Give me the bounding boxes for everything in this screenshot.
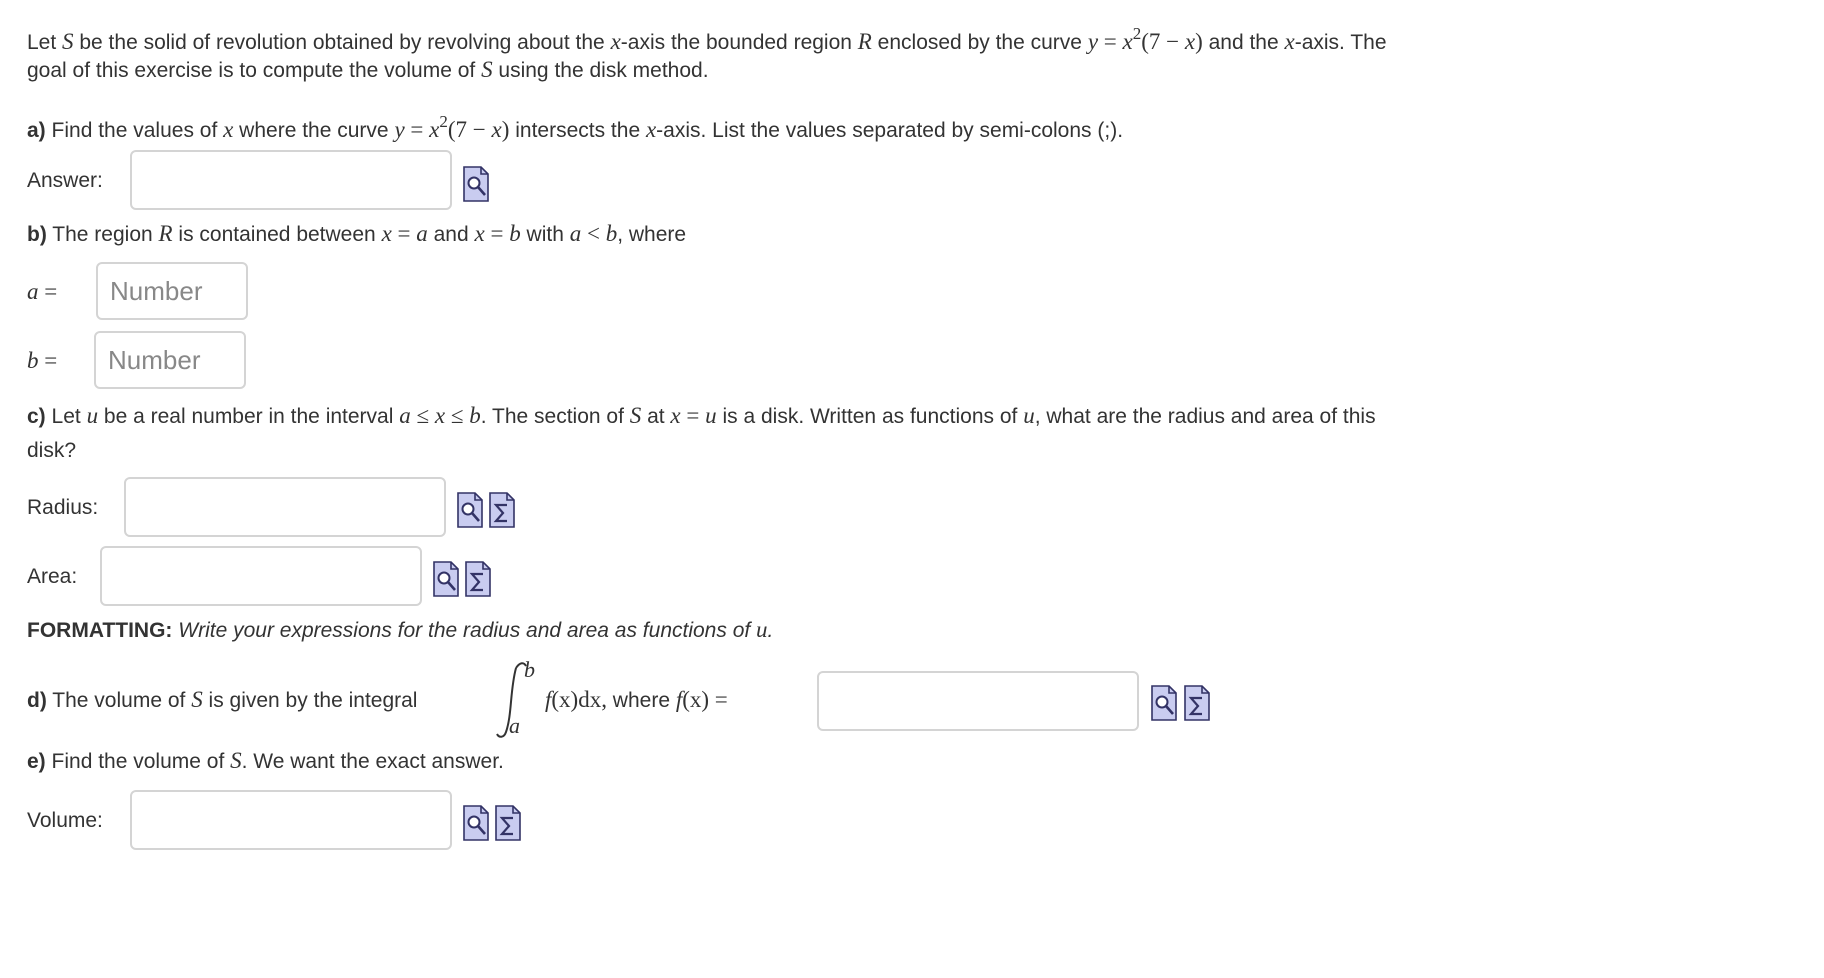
volume-input[interactable] (130, 790, 452, 850)
preview-icon[interactable] (462, 166, 490, 202)
preview-icon[interactable] (462, 805, 490, 841)
part-b-question: b) The region R is contained between x = a and x = b with a < b, where (27, 221, 687, 246)
preview-icon[interactable] (456, 492, 484, 528)
integral-lower-bound: a (509, 713, 520, 738)
answer-label: Answer: (27, 169, 103, 192)
volume-label: Volume: (27, 809, 103, 832)
part-c-question-line-2: disk? (27, 439, 77, 462)
part-d-question: d) The volume of S is given by the integral (27, 687, 418, 712)
part-d-integrand: f(x)dx, where f(x) = (545, 687, 728, 712)
preview-icon[interactable] (1150, 685, 1178, 721)
area-label: Area: (27, 565, 78, 588)
area-input[interactable] (100, 546, 422, 606)
equation-editor-icon[interactable] (1183, 685, 1211, 721)
equation-editor-icon[interactable] (488, 492, 516, 528)
a-input[interactable] (96, 262, 248, 320)
b-input[interactable] (94, 331, 246, 389)
formatting-note: FORMATTING: Write your expressions for the radius and area as functions of u. (27, 617, 774, 642)
f-input[interactable] (817, 671, 1139, 731)
intro-line-1: Let S be the solid of revolution obtained by revolving about the x-axis the bounded region R enclosed by the curve $y = x^2(7 - x)$ and the x-axis. The (27, 24, 1387, 54)
answer-input[interactable] (130, 150, 452, 210)
radius-input[interactable] (124, 477, 446, 537)
preview-icon[interactable] (432, 561, 460, 597)
integral-upper-bound: b (524, 657, 535, 682)
radius-label: Radius: (27, 496, 99, 519)
equation-editor-icon[interactable] (464, 561, 492, 597)
part-e-question: e) Find the volume of S. We want the exact answer. (27, 748, 504, 773)
integral-sign (494, 657, 544, 740)
part-a-question: a) Find the values of x where the curve $y = x^2(7 - x)$ intersects the x-axis. List the values separated by semi-colons (;). (27, 112, 1124, 142)
part-c-question-line-1: c) Let u be a real number in the interval a ≤ x ≤ b. The section of S at x = u is a disk. Written as functions of u, what are the radius and area of this (27, 403, 1376, 428)
b-label: b = (27, 348, 58, 373)
a-label: a = (27, 279, 58, 304)
intro-line-2: goal of this exercise is to compute the volume of S using the disk method. (27, 57, 709, 82)
equation-editor-icon[interactable] (494, 805, 522, 841)
